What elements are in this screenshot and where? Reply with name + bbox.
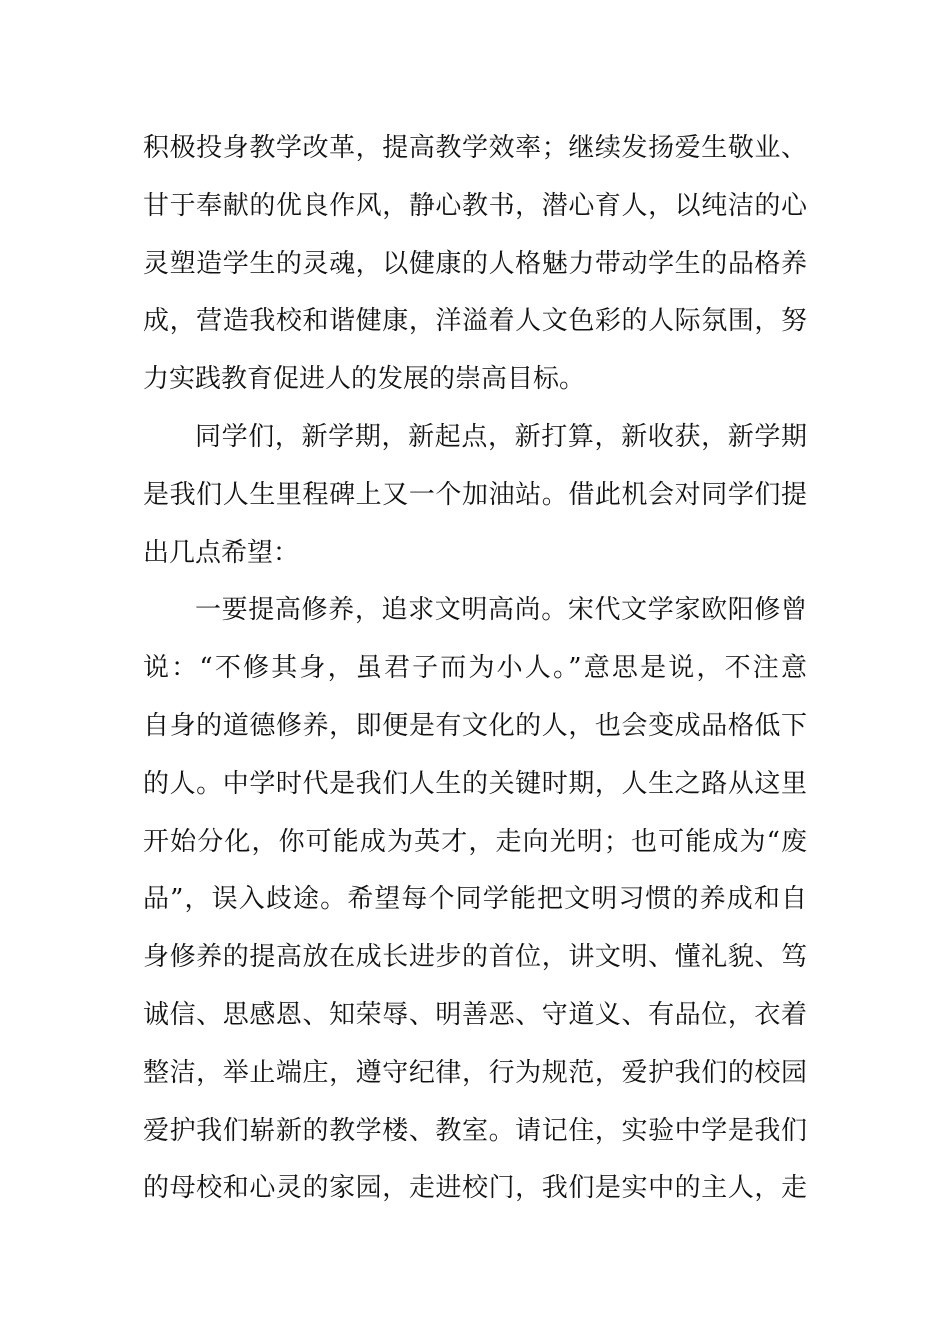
text-line: 力实践教育促进人的发展的崇高目标。 bbox=[143, 364, 586, 395]
text-line: 整洁，举止端庄，遵守纪律，行为规范，爱护我们的校园 bbox=[143, 1057, 807, 1088]
text-line: 积极投身教学改革，提高教学效率；继续发扬爱生敬业、 bbox=[143, 133, 807, 163]
text-line: 成，营造我校和谐健康，洋溢着人文色彩的人际氛围，努 bbox=[143, 306, 807, 337]
text-line: 一要提高修养，追求文明高尚。宋代文学家欧阳修曾 bbox=[195, 595, 807, 626]
text-line: 品”，误入歧途。希望每个同学能把文明习惯的养成和自 bbox=[143, 884, 807, 915]
text-line: 说：“不修其身，虽君子而为小人。”意思是说，不注意 bbox=[143, 653, 807, 684]
text-line: 甘于奉献的优良作风，静心教书，潜心育人，以纯洁的心 bbox=[143, 190, 807, 221]
text-line: 灵塑造学生的灵魂，以健康的人格魅力带动学生的品格养 bbox=[143, 248, 807, 279]
text-line: 诚信、思感恩、知荣辱、明善恶、守道义、有品位，衣着 bbox=[143, 999, 807, 1030]
text-line: 的母校和心灵的家园，走进校门，我们是实中的主人，走 bbox=[143, 1173, 807, 1204]
text-line: 是我们人生里程碑上又一个加油站。借此机会对同学们提 bbox=[143, 479, 807, 510]
document-body bbox=[143, 120, 807, 1218]
text-line: 身修养的提高放在成长进步的首位，讲文明、懂礼貌、笃 bbox=[143, 942, 807, 973]
text-line: 开始分化，你可能成为英才，走向光明；也可能成为“废 bbox=[143, 826, 807, 857]
text-line: 出几点希望： bbox=[143, 537, 300, 568]
text-line: 的人。中学时代是我们人生的关键时期，人生之路从这里 bbox=[143, 768, 807, 799]
text-line: 自身的道德修养，即便是有文化的人，也会变成品格低下 bbox=[143, 710, 807, 741]
text-line: 同学们，新学期，新起点，新打算，新收获，新学期 bbox=[195, 421, 807, 452]
text-line: 爱护我们崭新的教学楼、教室。请记住，实验中学是我们 bbox=[143, 1115, 807, 1146]
